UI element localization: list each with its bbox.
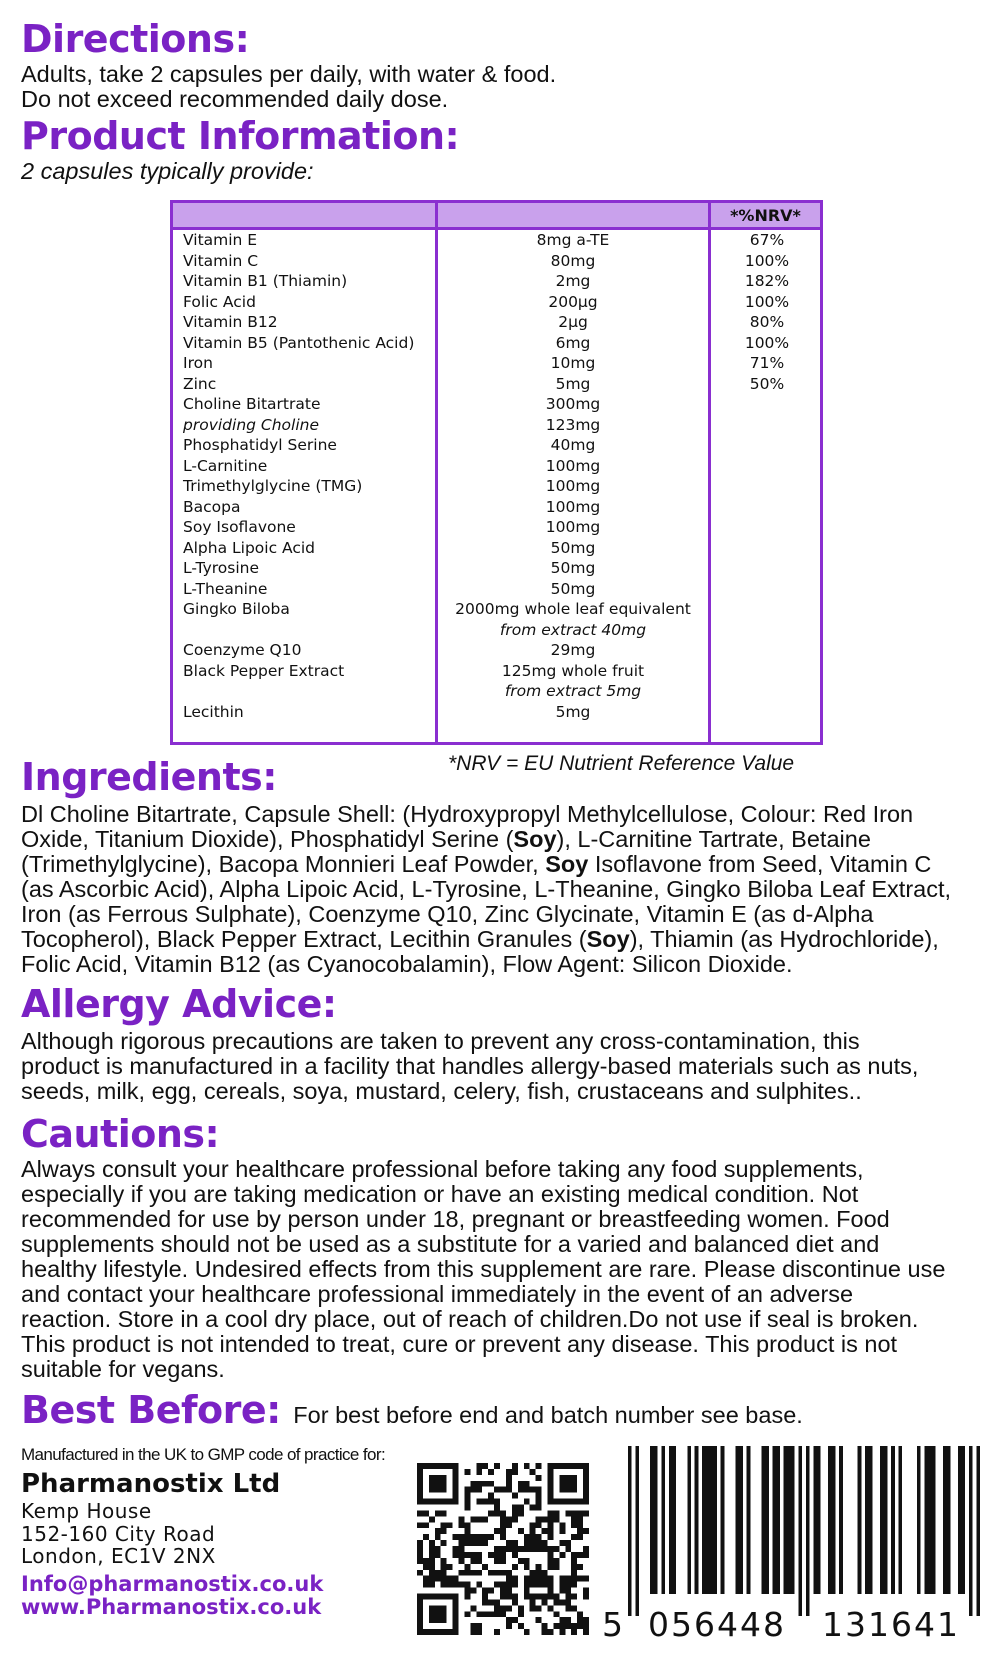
ingredients-text (21, 802, 974, 977)
ingredient-amount: 300mg (545, 395, 601, 413)
ingredient-amount: 123mg (545, 415, 601, 434)
table-row (173, 538, 820, 559)
cautions-line: supplements should not be used as a substitute for a varied and balanced diet and (21, 1231, 880, 1257)
ingredients-line: (as Ascorbic Acid), Alpha Lipoic Acid, L-Tyrosine, L-Theanine, Gingko Biloba Leaf Extract, (21, 876, 952, 902)
cautions-line: This product is not intended to treat, cure or prevent any disease. This product is not (21, 1331, 898, 1357)
table-row (173, 661, 820, 682)
ingredient-amount: 5mg (555, 702, 591, 721)
ingredient-name: Vitamin B5 (Pantothenic Acid) (183, 333, 415, 352)
ingredient-amount: 2mg (555, 272, 591, 290)
barcode-digits-right: 131641 (822, 1605, 960, 1644)
ingredients-heading: Ingredients: (21, 755, 277, 799)
allergy-line: product is manufactured in a facility that handles allergy-based materials such as nuts, (21, 1053, 919, 1079)
ingredient-amount: 2µg (558, 313, 588, 331)
table-row (173, 640, 820, 661)
cautions-line: Always consult your healthcare professional before taking any food supplements, (21, 1156, 864, 1182)
nutrition-table-header (173, 203, 820, 230)
ingredient-name: L-Tyrosine (183, 559, 260, 577)
table-row (173, 456, 820, 477)
email-link[interactable]: Info@pharmanostix.co.uk (21, 1572, 324, 1596)
table-row (173, 312, 820, 333)
table-row (173, 394, 820, 415)
company-contact (21, 1573, 323, 1619)
ingredient-amount: 100mg (545, 518, 601, 536)
ingredient-name: Phosphatidyl Serine (183, 436, 337, 454)
ingredient-name: Vitamin E (183, 231, 258, 249)
website-link[interactable]: www.Pharmanostix.co.uk (21, 1595, 322, 1619)
ingredient-amount: from extract 40mg (499, 620, 647, 639)
table-row (173, 292, 820, 313)
ingredient-amount: 50mg (550, 579, 596, 598)
ingredients-line: Dl Choline Bitartrate, Capsule Shell: (Hydroxypropyl Methylcellulose, Colour: Red Iron (21, 801, 914, 827)
ingredient-nrv: 80% (749, 313, 785, 331)
ingredients-line: Tocopherol), Black Pepper Extract, Lecithin Granules (Soy), Thiamin (as Hydrochloride), (21, 926, 939, 952)
table-row (173, 476, 820, 497)
table-row (173, 271, 820, 292)
ingredient-name: Black Pepper Extract (183, 661, 345, 680)
ingredient-name: Trimethylglycine (TMG) (183, 477, 363, 495)
manufacturer-note: Manufactured in the UK to GMP code of practice for: (21, 1445, 386, 1464)
best-before-heading: Best Before: (21, 1388, 281, 1432)
ingredient-name: Gingko Biloba (183, 600, 290, 618)
company-name: Pharmanostix Ltd (21, 1469, 281, 1499)
ingredients-line: Oxide, Titanium Dioxide), Phosphatidyl Serine (Soy), L-Carnitine Tartrate, Betaine (21, 826, 871, 852)
directions-text (21, 62, 974, 112)
product-info-subtitle: 2 capsules typically provide: (21, 158, 314, 184)
cautions-heading: Cautions: (21, 1112, 220, 1156)
qr-code-icon[interactable] (417, 1461, 589, 1637)
ingredient-name: Iron (183, 354, 213, 372)
ingredient-nrv: 100% (744, 292, 790, 311)
nrv-column-header: *%NRV* (730, 206, 801, 225)
table-row (173, 579, 820, 600)
ingredient-name: L-Theanine (183, 579, 268, 598)
ingredient-name: Lecithin (183, 702, 244, 721)
cautions-line: healthy lifestyle. Undesired effects from this supplement are rare. Please discontinue use (21, 1256, 946, 1282)
allergy-line: Although rigorous precautions are taken to prevent any cross-contamination, this (21, 1028, 860, 1054)
cautions-line: especially if you are taking medication or have an existing medical condition. Not (21, 1181, 859, 1207)
allergy-text (21, 1029, 974, 1104)
table-row (173, 620, 820, 641)
ingredient-amount: 10mg (550, 354, 596, 372)
ingredient-nrv: 182% (744, 272, 790, 290)
ingredient-nrv: 71% (749, 354, 785, 372)
ingredient-name: providing Choline (183, 415, 320, 434)
cautions-text (21, 1157, 974, 1382)
ingredient-name: Coenzyme Q10 (183, 641, 302, 659)
ingredients-line: Folic Acid, Vitamin B12 (as Cyanocobalamin), Flow Agent: Silicon Dioxide. (21, 951, 793, 977)
allergy-line: seeds, milk, egg, cereals, soya, mustard, celery, fish, crustaceans and sulphites.. (21, 1078, 862, 1104)
ingredient-nrv: 100% (744, 333, 790, 352)
ingredient-amount: 125mg whole fruit (501, 661, 645, 680)
ingredient-amount: 2000mg whole leaf equivalent (455, 600, 691, 618)
cautions-line: reaction. Store in a cool dry place, out of reach of children.Do not use if seal is broken. (21, 1306, 919, 1332)
ingredient-amount: from extract 5mg (504, 682, 642, 700)
ingredient-amount: 6mg (555, 333, 591, 352)
best-before-text: For best before end and batch number see base. (293, 1402, 803, 1428)
table-row (173, 558, 820, 579)
ingredient-amount: 80mg (550, 251, 596, 270)
address-line: Kemp House (21, 1499, 152, 1523)
ingredient-nrv: 100% (744, 251, 790, 270)
address-line: London, EC1V 2NX (21, 1544, 216, 1568)
ingredient-amount: 100mg (545, 497, 601, 516)
ingredient-name: Folic Acid (183, 292, 256, 311)
cautions-line: and contact your healthcare professional immediately in the event of an adverse (21, 1281, 854, 1307)
ingredient-amount: 50mg (550, 538, 596, 557)
allergy-heading: Allergy Advice: (21, 982, 337, 1026)
ingredient-amount: 40mg (550, 436, 596, 454)
ingredient-name: Alpha Lipoic Acid (183, 538, 316, 557)
table-row (173, 517, 820, 538)
table-row (173, 333, 820, 354)
nrv-footnote: *NRV = EU Nutrient Reference Value (448, 752, 795, 775)
ingredient-amount: 200µg (548, 292, 598, 311)
barcode-icon (628, 1446, 980, 1616)
barcode-digits-left: 056448 (648, 1605, 786, 1644)
directions-line: Do not exceed recommended daily dose. (21, 86, 449, 112)
table-row (173, 353, 820, 374)
table-row (173, 599, 820, 620)
ingredient-amount: 100mg (545, 477, 601, 495)
table-row (173, 230, 820, 251)
barcode-digit-first: 5 (602, 1605, 625, 1644)
ingredient-name: Zinc (183, 374, 217, 393)
ingredient-nrv: 67% (749, 231, 785, 249)
ingredient-amount: 100mg (545, 456, 601, 475)
table-row (173, 415, 820, 436)
ingredient-amount: 5mg (555, 374, 591, 393)
table-row (173, 435, 820, 456)
best-before (21, 1388, 803, 1432)
directions-line: Adults, take 2 capsules per daily, with water & food. (21, 61, 557, 87)
table-row (173, 251, 820, 272)
address-line: 152-160 City Road (21, 1521, 216, 1546)
nutrition-table (170, 200, 823, 745)
ingredient-name: Vitamin B1 (Thiamin) (183, 272, 348, 290)
ingredient-name: Bacopa (183, 497, 241, 516)
table-row (173, 702, 820, 723)
ingredient-name: Vitamin C (183, 251, 259, 270)
table-row (173, 497, 820, 518)
cautions-line: suitable for vegans. (21, 1356, 225, 1382)
ingredient-name: Choline Bitartrate (183, 395, 321, 413)
ingredients-line: (Trimethylglycine), Bacopa Monnieri Leaf Powder, Soy Isoflavone from Seed, Vitamin C (21, 851, 932, 877)
ingredient-nrv: 50% (749, 374, 785, 393)
ingredients-line: Iron (as Ferrous Sulphate), Coenzyme Q10, Zinc Glycinate, Vitamin E (as d-Alpha (21, 901, 874, 927)
cautions-line: recommended for use by person under 18, pregnant or breastfeeding women. Food (21, 1206, 890, 1232)
ingredient-amount: 50mg (550, 559, 596, 577)
ingredient-amount: 29mg (550, 641, 596, 659)
ingredient-amount: 8mg a-TE (536, 231, 610, 249)
product-info-heading: Product Information: (21, 114, 460, 158)
table-row (173, 374, 820, 395)
ingredient-name: Vitamin B12 (183, 313, 278, 331)
table-row (173, 681, 820, 702)
company-address (21, 1500, 216, 1568)
ingredient-name: Soy Isoflavone (183, 518, 296, 536)
directions-heading: Directions: (21, 17, 250, 61)
ingredient-name: L-Carnitine (183, 456, 268, 475)
